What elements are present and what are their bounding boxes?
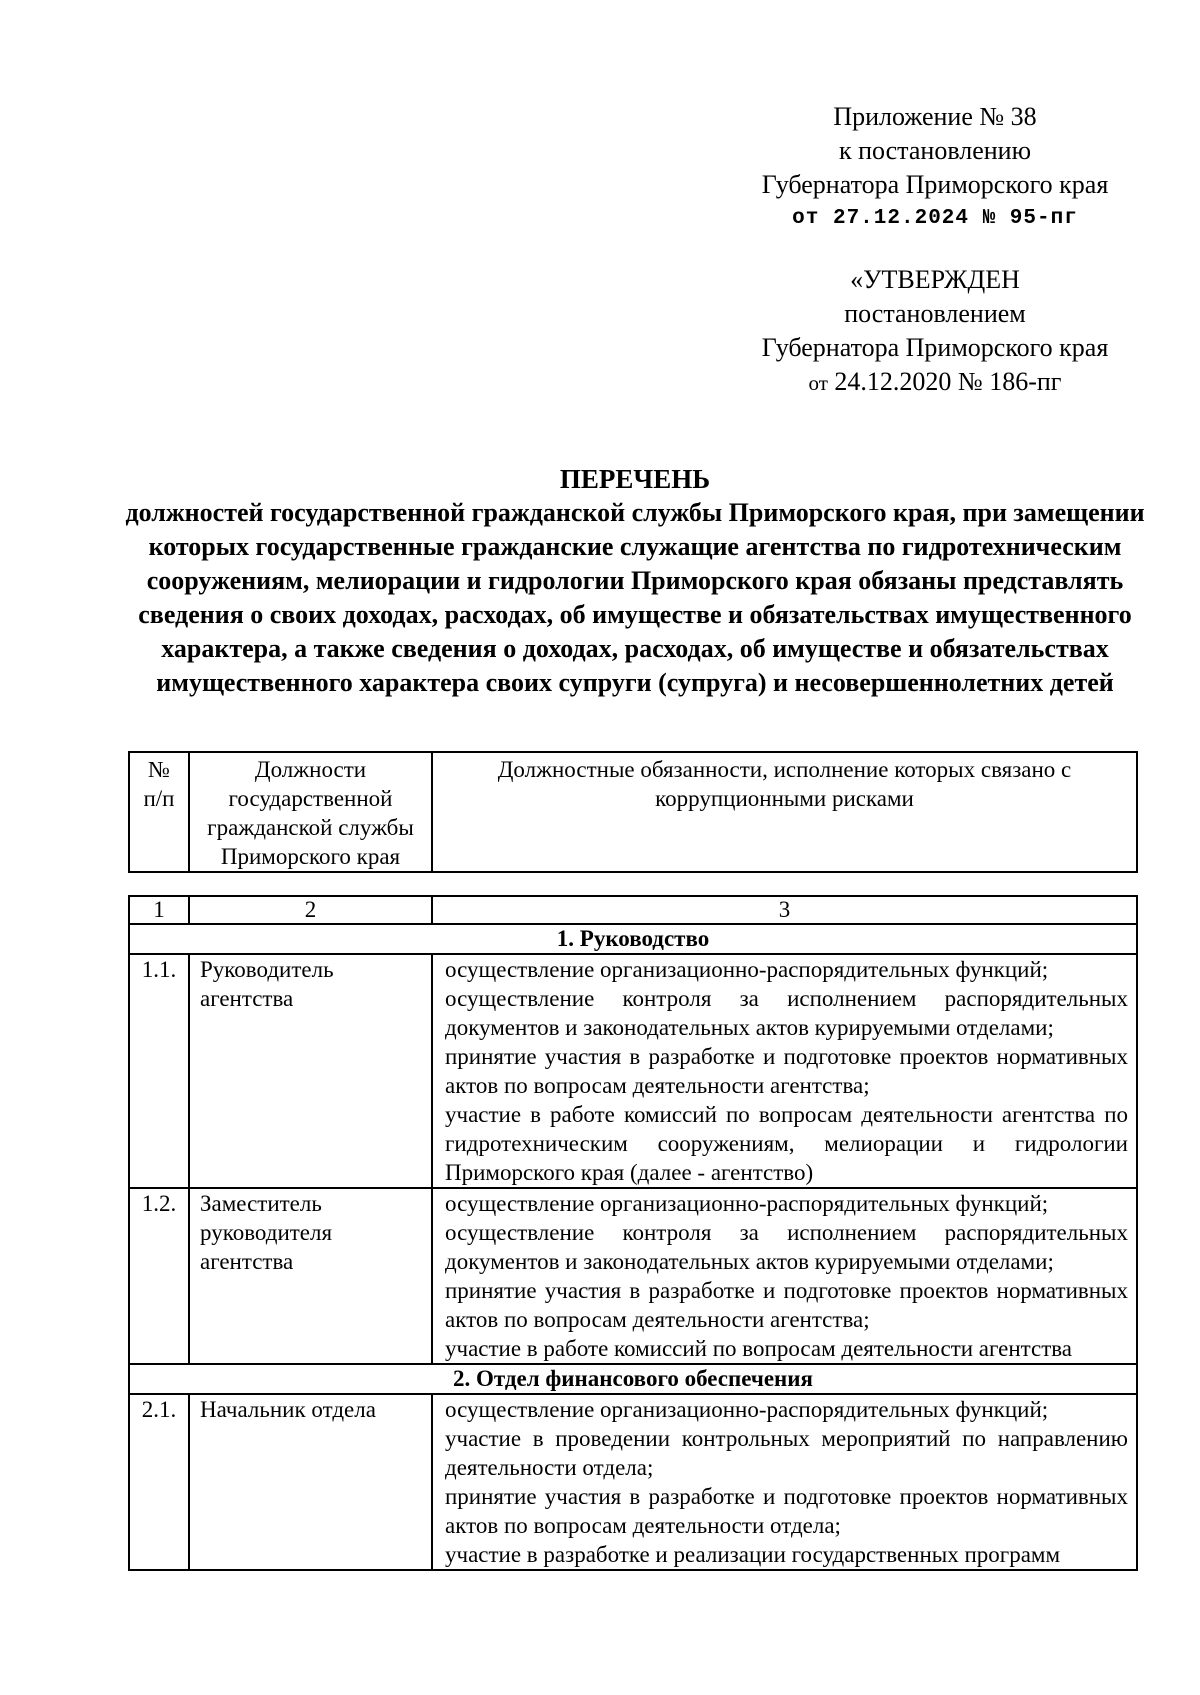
column-number-row (129, 896, 1137, 924)
document-title (120, 462, 1150, 700)
approved-line-1: «УТВЕРЖДЕН (850, 265, 1020, 294)
column-number-3: 3 (432, 896, 1137, 924)
section-title: 2. Отдел финансового обеспечения (129, 1364, 1137, 1394)
row-duties (432, 1394, 1137, 1570)
positions-table (128, 895, 1138, 1571)
section-row (129, 924, 1137, 954)
document-subtitle: должностей государственной гражданской службы Приморского края, при замещении которых государственные гражданские служащие агентства по гидротехническим сооружениям, мелиорации и гидрологии Приморского края обязаны представлять сведения о своих доходах, расходах, об имуществе и обязательствах имущественного характера, а также сведения о доходах, расходах, об имуществе и обязательствах имущественного характера своих супруги (супруга) и несовершеннолетних детей (125, 498, 1145, 697)
approved-line-4 (735, 365, 1135, 400)
duty-item: принятие участия в разработке и подготовке проектов нормативных актов по вопросам деятельности отдела; (445, 1484, 1128, 1538)
header-col-duties: Должностные обязанности, исполнение которых связано с коррупционными рисками (432, 752, 1137, 872)
appendix-block (735, 100, 1135, 236)
approved-block (735, 263, 1135, 400)
row-duties (432, 1188, 1137, 1364)
table-row (129, 954, 1137, 1188)
duty-item: участие в разработке и реализации государственных программ (445, 1542, 1061, 1567)
column-number-1: 1 (129, 896, 189, 924)
duty-item: осуществление организационно-распорядительных функций; (445, 1397, 1049, 1422)
row-position: Начальник отдела (189, 1394, 432, 1570)
duty-item: осуществление организационно-распорядительных функций; (445, 957, 1049, 982)
row-number: 2.1. (129, 1394, 189, 1570)
appendix-line-2: к постановлению (838, 136, 1032, 165)
appendix-date-stamp: от 27.12.2024 № 95-пг (792, 207, 1078, 230)
row-position: Заместитель руководителя агентства (189, 1188, 432, 1364)
row-position: Руководитель агентства (189, 954, 432, 1188)
approved-date-prefix: от (808, 371, 828, 395)
duty-item: принятие участия в разработке и подготовке проектов нормативных актов по вопросам деятельности агентства; (445, 1278, 1128, 1332)
duty-item: осуществление контроля за исполнением распорядительных документов и законодательных актов курируемыми отделами; (445, 986, 1128, 1040)
section-row (129, 1364, 1137, 1394)
duty-item: участие в работе комиссий по вопросам деятельности агентства (445, 1336, 1073, 1361)
approved-date: 24.12.2020 № 186-пг (834, 367, 1062, 396)
duty-item: участие в работе комиссий по вопросам деятельности агентства по гидротехническим сооружениям, мелиорации и гидрологии Приморского края (далее - агентство) (445, 1102, 1128, 1185)
approved-line-2: постановлением (844, 299, 1026, 328)
duty-item: участие в проведении контрольных мероприятий по направлению деятельности отдела; (445, 1426, 1128, 1480)
header-col-position: Должности государственной гражданской службы Приморского края (189, 752, 432, 872)
row-number: 1.1. (129, 954, 189, 1188)
table-header (128, 751, 1138, 873)
duty-item: принятие участия в разработке и подготовке проектов нормативных актов по вопросам деятельности агентства; (445, 1044, 1128, 1098)
header-col-number: № п/п (129, 752, 189, 872)
table-row (129, 1188, 1137, 1364)
appendix-line-3: Губернатора Приморского края (761, 170, 1109, 199)
table-row (129, 1394, 1137, 1570)
document-heading: ПЕРЕЧЕНЬ (559, 464, 711, 494)
row-number: 1.2. (129, 1188, 189, 1364)
duty-item: осуществление контроля за исполнением распорядительных документов и законодательных актов курируемыми отделами; (445, 1220, 1128, 1274)
duty-item: осуществление организационно-распорядительных функций; (445, 1191, 1049, 1216)
approved-line-3: Губернатора Приморского края (761, 333, 1109, 362)
column-number-2: 2 (189, 896, 432, 924)
row-duties (432, 954, 1137, 1188)
appendix-line-1: Приложение № 38 (833, 102, 1037, 131)
section-title: 1. Руководство (129, 924, 1137, 954)
